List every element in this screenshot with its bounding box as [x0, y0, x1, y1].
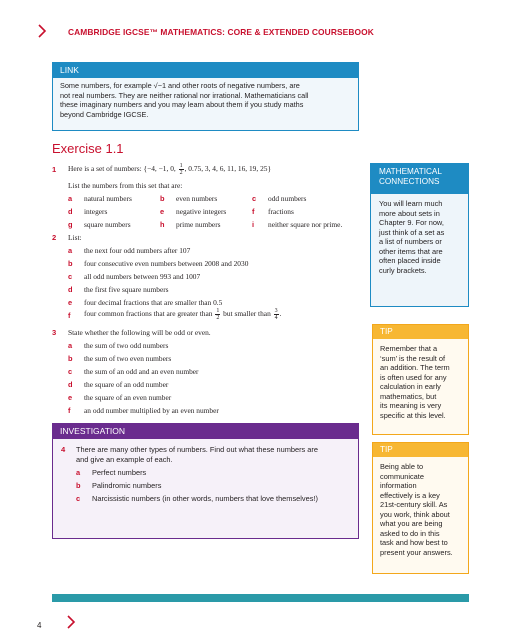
q1-instruction: List the numbers from this set that are:: [68, 181, 183, 190]
part-text: Palindromic numbers: [92, 481, 162, 490]
part-text: four common fractions that are greater than: [84, 309, 215, 319]
body-line: its meaning is very: [380, 401, 442, 410]
part-label: f: [252, 207, 255, 216]
question-number: 4: [61, 445, 66, 454]
body-line: curly brackets.: [379, 265, 427, 275]
body-line: is often used for any: [380, 372, 447, 382]
link-heading: LINK: [53, 63, 358, 78]
part-label: c: [68, 367, 73, 376]
body-line: often placed inside: [379, 256, 441, 265]
part-text: an odd number multiplied by an even number: [84, 406, 219, 415]
part-text: .: [279, 309, 282, 319]
body-line: task and how best to: [380, 538, 448, 547]
part-text: the sum of two odd numbers: [84, 341, 169, 350]
body-line: information: [380, 481, 417, 490]
part-label: f: [68, 311, 71, 320]
fraction-numerator: 1: [216, 308, 220, 314]
question-number: 1: [52, 165, 57, 174]
chevron-right-icon: [37, 24, 47, 38]
link-box: [52, 62, 359, 131]
math-connections-box: [370, 163, 469, 307]
part-text: the sum of two even numbers: [84, 354, 172, 363]
link-line: Some numbers, for example √−1 and other roots of negative numbers, are: [60, 81, 300, 90]
part-label: h: [160, 220, 165, 229]
part-label: b: [76, 481, 81, 490]
part-text: even numbers: [176, 194, 218, 203]
fraction-denominator: 2: [216, 315, 220, 321]
body-line: just think of a set as: [379, 227, 445, 237]
part-text: but smaller than: [221, 309, 273, 319]
q1-set-prefix: Here is a set of numbers: {−4, −1, 0,: [68, 164, 178, 174]
body-line: Being able to: [380, 462, 424, 471]
tip-heading: TIP: [373, 443, 468, 457]
part-label: a: [68, 194, 73, 203]
math-connections-body: [371, 194, 468, 280]
fraction-one-half: [215, 308, 220, 321]
body-line: present your answers.: [380, 547, 453, 557]
question-number: 2: [52, 233, 57, 242]
part-label: b: [160, 194, 165, 203]
body-line: mathematics, but: [380, 391, 437, 401]
chevron-right-icon[interactable]: [66, 615, 76, 629]
part-label: g: [68, 220, 73, 229]
tip-heading: TIP: [373, 325, 468, 339]
part-text: neither square nor prime.: [268, 220, 343, 229]
part-label: d: [68, 207, 73, 216]
part-text: the square of an odd number: [84, 380, 169, 389]
fraction-numerator: 1: [179, 163, 183, 169]
part-text: the sum of an odd and an even number: [84, 367, 199, 376]
part-label: a: [76, 468, 81, 477]
body-line: an addition. The term: [380, 363, 450, 372]
tip-body: [373, 339, 468, 425]
fraction-denominator: 2: [179, 170, 183, 176]
part-text: Narcissistic numbers (in other words, numbers that love themselves!): [92, 494, 318, 503]
part-label: e: [160, 207, 165, 216]
footer-bar: [52, 594, 469, 602]
part-text: square numbers: [84, 220, 131, 229]
fraction-denominator: 4: [274, 315, 278, 321]
body-line: specific at this level.: [380, 410, 446, 420]
link-line: beyond Cambridge IGCSE.: [60, 109, 149, 119]
fraction-one-half: [179, 163, 184, 176]
part-text: odd numbers: [268, 194, 307, 203]
link-line: these imaginary numbers and you may learn about them if you study maths: [60, 100, 304, 110]
body-line: ‘sum’ is the result of: [380, 353, 446, 363]
heading-line: MATHEMATICAL: [379, 167, 442, 176]
body-line: 21st-century skill. As: [380, 500, 448, 509]
body-line: You will learn much: [379, 199, 443, 208]
body-line: other items that are: [379, 246, 443, 256]
part-text: prime numbers: [176, 220, 221, 229]
body-line: effectively is a key: [380, 490, 440, 500]
part-label: c: [252, 194, 257, 203]
part-label: a: [68, 246, 73, 255]
heading-line: CONNECTIONS: [379, 177, 440, 186]
math-connections-heading: [371, 164, 468, 194]
q2-part-f: [84, 308, 281, 321]
investigation-line: There are many other types of numbers. Find out what these numbers are: [76, 445, 318, 454]
q1-set: [68, 163, 271, 176]
part-label: d: [68, 380, 73, 389]
part-label: a: [68, 341, 73, 350]
part-label: f: [68, 406, 71, 415]
link-line: not real numbers. They are neither rational nor irrational. Mathematicians call: [60, 90, 309, 100]
part-label: c: [76, 494, 81, 503]
question-number: 3: [52, 328, 57, 337]
part-label: e: [68, 298, 73, 307]
part-text: the next four odd numbers after 107: [84, 246, 191, 255]
part-text: the square of an even number: [84, 393, 172, 402]
part-text: Perfect numbers: [92, 468, 147, 477]
part-text: natural numbers: [84, 194, 132, 203]
part-text: fractions: [268, 207, 294, 216]
part-text: integers: [84, 207, 108, 216]
q2-instruction: List:: [68, 233, 82, 242]
body-line: Chapter 9. For now,: [379, 218, 444, 227]
part-label: d: [68, 285, 73, 294]
tip-box: [372, 324, 469, 435]
part-text: four decimal fractions that are smaller than 0.5: [84, 298, 223, 307]
investigation-line: and give an example of each.: [76, 455, 173, 464]
part-text: negative integers: [176, 207, 227, 216]
q3-instruction: State whether the following will be odd or even.: [68, 328, 211, 337]
part-text: all odd numbers between 993 and 1007: [84, 272, 201, 281]
body-line: you work, think about: [380, 509, 450, 519]
part-label: i: [252, 220, 255, 229]
body-line: more about sets in: [379, 208, 440, 218]
part-label: c: [68, 272, 73, 281]
fraction-three-quarters: [274, 308, 279, 321]
investigation-heading: INVESTIGATION: [53, 424, 358, 439]
exercise-title: Exercise 1.1: [52, 141, 124, 156]
body-line: what you are being: [380, 519, 443, 528]
part-label: b: [68, 259, 73, 268]
q1-set-suffix: , 0.75, 3, 4, 6, 11, 16, 19, 25}: [184, 164, 272, 174]
part-label: b: [68, 354, 73, 363]
body-line: calculation in early: [380, 382, 441, 391]
page-number: 4: [37, 621, 42, 630]
link-body: [53, 78, 358, 122]
body-line: asked to do in this: [380, 528, 440, 538]
body-line: communicate: [380, 471, 424, 481]
fraction-numerator: 3: [274, 308, 278, 314]
tip-body: [373, 457, 468, 562]
body-line: a list of numbers or: [379, 237, 442, 246]
part-label: e: [68, 393, 73, 402]
body-line: Remember that a: [380, 344, 438, 353]
book-title: CAMBRIDGE IGCSE™ MATHEMATICS: CORE & EXTENDED COURSEBOOK: [68, 27, 374, 37]
part-text: the first five square numbers: [84, 285, 169, 294]
part-text: four consecutive even numbers between 2008 and 2030: [84, 259, 249, 268]
tip-box: [372, 442, 469, 574]
